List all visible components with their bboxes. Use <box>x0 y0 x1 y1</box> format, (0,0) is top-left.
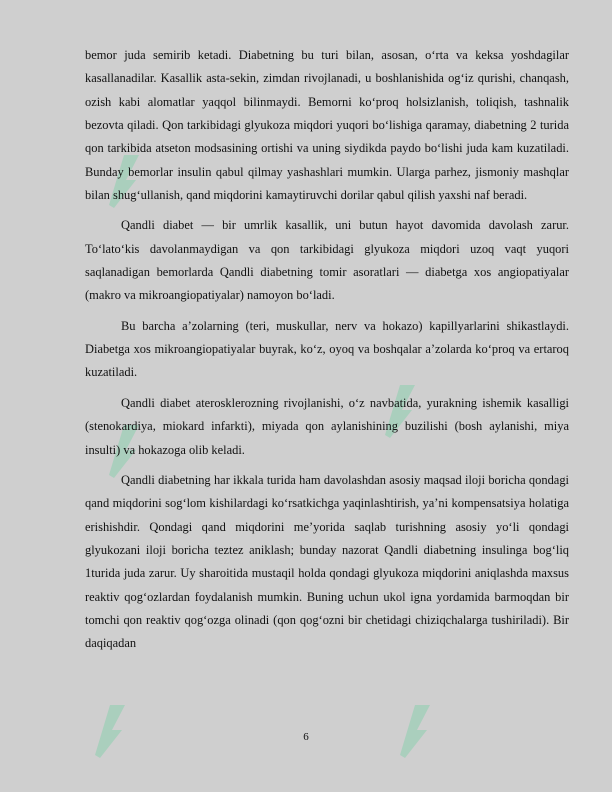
paragraph: Qandli diabet — bir umrlik kasallik, uni butun hayot davomida davolash zarur. To‘lato‘kis davolanmaydigan va qon tarkibidagi glyukoza miqdori uzoq vaqt yuqori saqlanadigan bemorlarda Qandli diabetning tomir asoratlari — diabetga xos angiopatiyalar (makro va mikroangiopatiyalar) namoyon bo‘ladi. <box>85 218 569 303</box>
page-number: 6 <box>303 731 309 743</box>
body-text <box>85 44 569 663</box>
paragraph: Qandli diabetning har ikkala turida ham davolashdan asosiy maqsad iloji boricha qondagi qand miqdorini sog‘lom kishilardagi ko‘rsatkichga yaqinlashtirish, ya’ni kompensatsiya holatiga erishishdir. Qondagi qand miqdorini me’yorida saqlab turishning asosiy yo‘li qondagi glyukozani iloji boricha teztez aniklash; bunday nazorat Qandli diabetning insulinga bog‘liq 1turida juda zarur. Uy sharoitida mustaqil holda qondagi glyukoza miqdorini aniqlashda maxsus reaktiv qog‘ozlardan foydalanish mumkin. Buning uchun ukol igna yordamida barmoqdan bir tomchi qon reaktiv qog‘ozga olinadi (qon qog‘ozni bir chetidagi chiziqchalarga tushiriladi). Bir daqiqadan <box>85 472 569 651</box>
paragraph: bemor juda semirib ketadi. Diabetning bu turi bilan, asosan, o‘rta va keksa yoshdagilar kasallanadilar. Kasallik asta-sekin, zimdan rivojlanadi, u boshlanishida og‘iz qurishi, chanqash, ozish kabi alomatlar yaqqol bilinmaydi. Bemorni ko‘proq holsizlanish, toliqish, tashnalik bezovta qiladi. Qon tarkibidagi glyukoza miqdori yuqori bo‘lishiga qaramay, diabetning 2 turida qon tarkibida atseton modsasining ortishi va uning siydikda paydo bo‘lishi juda kam kuzatiladi. Bunday bemorlar insulin qabul qilmay yashashlari mumkin. Ularga parhez, jismoniy mashqlar bilan shug‘ullanish, qand miqdorini kamaytiruvchi dorilar qabul qilish yaxshi naf beradi. <box>85 48 569 203</box>
watermark-icon <box>90 700 130 760</box>
paragraph: Bu barcha a’zolarning (teri, muskullar, nerv va hokazo) kapillyarlarini shikastlaydi. Diabetga xos mikroangiopatiyalar buyrak, ko‘z, oyoq va boshqalar a’zolarda ko‘proq va ertaroq kuzatiladi. <box>85 318 569 380</box>
paragraph: Qandli diabet aterosklerozning rivojlanishi, o‘z navbatida, yurakning ishemik kasalligi (stenokardiya, miokard infarkti), miyada qon aylanishining buzilishi (bosh aylanishi, miya insulti) va hokazoga olib keladi. <box>85 395 569 457</box>
watermark-icon <box>395 700 435 760</box>
